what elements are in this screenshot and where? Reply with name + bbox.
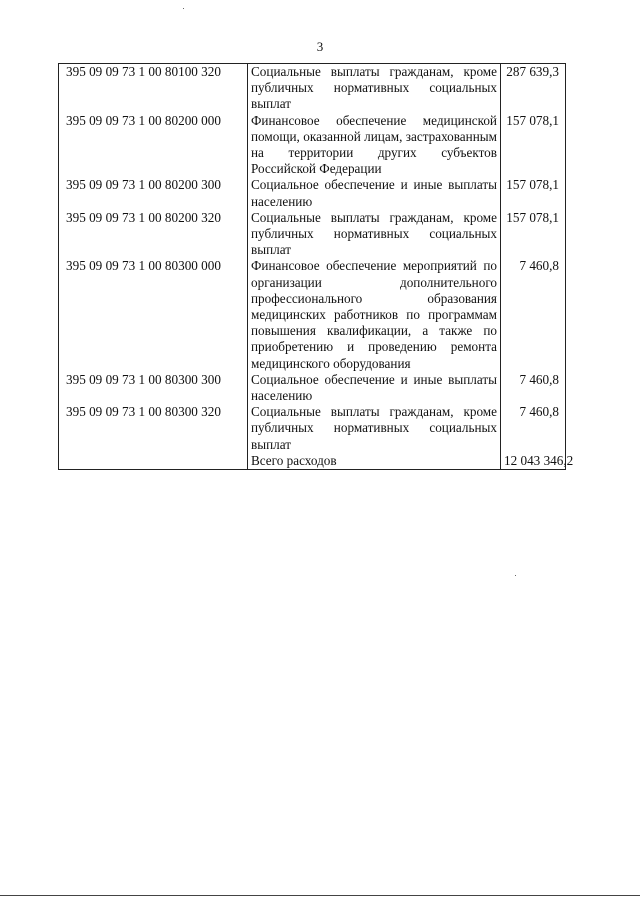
expense-amount: 7 460,8 [501, 258, 566, 371]
classification-code: 395 09 09 73 1 00 80100 320 [59, 64, 248, 113]
expense-name: Социальные выплаты гражданам, кроме публичных нормативных социальных выплат [248, 210, 501, 259]
page-number: 3 [316, 39, 324, 54]
table-row [59, 258, 566, 371]
total-code [59, 453, 248, 470]
expense-name: Финансовое обеспечение медицинской помощи, оказанной лицам, застрахованным на территории других субъектов Российской Федерации [248, 113, 501, 178]
expense-name: Финансовое обеспечение мероприятий по организации дополнительного профессионального образования медицинских работников по программам повышения квалификации, а также по приобретению и проведению ремонта медицинского оборудования [248, 258, 501, 371]
scan-speck [183, 8, 184, 9]
expense-name: Социальные выплаты гражданам, кроме публичных нормативных социальных выплат [248, 64, 501, 113]
classification-code: 395 09 09 73 1 00 80300 320 [59, 404, 248, 453]
expense-amount: 7 460,8 [501, 372, 566, 404]
expense-amount: 157 078,1 [501, 210, 566, 259]
expense-amount: 287 639,3 [501, 64, 566, 113]
classification-code: 395 09 09 73 1 00 80300 300 [59, 372, 248, 404]
classification-code: 395 09 09 73 1 00 80200 320 [59, 210, 248, 259]
page-edge-line [0, 895, 640, 896]
expense-amount: 157 078,1 [501, 177, 566, 209]
table-row [59, 113, 566, 178]
table-row [59, 404, 566, 453]
classification-code: 395 09 09 73 1 00 80200 000 [59, 113, 248, 178]
total-row [59, 453, 566, 470]
table-row [59, 372, 566, 404]
classification-code: 395 09 09 73 1 00 80300 000 [59, 258, 248, 371]
classification-code: 395 09 09 73 1 00 80200 300 [59, 177, 248, 209]
scan-speck [515, 575, 516, 576]
total-label: Всего расходов [248, 453, 501, 470]
budget-expenses-table [58, 63, 574, 470]
expense-name: Социальное обеспечение и иные выплаты населению [248, 177, 501, 209]
expense-amount: 157 078,1 [501, 113, 566, 178]
table-row [59, 64, 566, 113]
table-row [59, 177, 566, 209]
table-row [59, 210, 566, 259]
expense-amount: 7 460,8 [501, 404, 566, 453]
expense-name: Социальные выплаты гражданам, кроме публичных нормативных социальных выплат [248, 404, 501, 453]
total-amount: 12 043 346,2 [501, 453, 566, 470]
expense-name: Социальное обеспечение и иные выплаты населению [248, 372, 501, 404]
